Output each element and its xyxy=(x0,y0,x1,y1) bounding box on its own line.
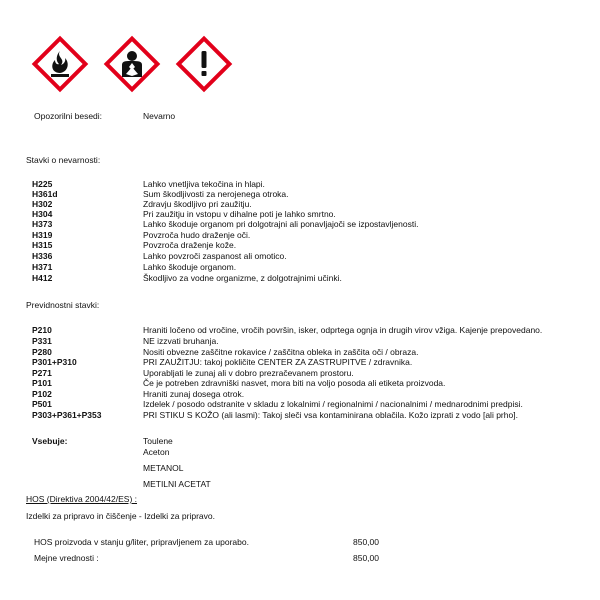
precaution-code: P331 xyxy=(32,336,52,346)
signal-word-label: Opozorilni besedi: xyxy=(34,111,103,121)
hazard-text: Sum škodljivosti za nerojenega otroka. xyxy=(143,189,289,199)
health-hazard-icon xyxy=(102,34,162,94)
hazard-code: H336 xyxy=(32,251,53,261)
hazard-text: Povzroča hudo draženje oči. xyxy=(143,230,251,240)
hazard-text: Pri zaužitju in vstopu v dihalne poti je lahko smrtno. xyxy=(143,209,336,219)
signal-word-value: Nevarno xyxy=(143,111,176,121)
hazard-text: Lahko škoduje organom. xyxy=(143,262,237,272)
hazard-text: Škodljivo za vodne organizme, z dolgotrajnimi učinki. xyxy=(143,273,342,283)
contains-label: Vsebuje: xyxy=(32,436,68,446)
hazard-text: Zdravju škodljivo pri zaužitju. xyxy=(143,199,252,209)
hazard-code: H412 xyxy=(32,273,53,283)
precaution-code: P301+P310 xyxy=(32,357,77,367)
hazard-text: Lahko povzroči zaspanost ali omotico. xyxy=(143,251,287,261)
hazard-heading: Stavki o nevarnosti: xyxy=(26,155,101,165)
flame-icon xyxy=(30,34,90,94)
precaution-heading: Previdnostni stavki: xyxy=(26,300,100,310)
exclamation-icon xyxy=(174,34,234,94)
precaution-text: Hraniti zunaj dosega otrok. xyxy=(143,389,245,399)
contains-item: METILNI ACETAT xyxy=(143,479,211,489)
hazard-code: H225 xyxy=(32,179,53,189)
contains-item: METANOL xyxy=(143,463,184,473)
precaution-text: Izdelek / posodo odstranite v skladu z lokalnimi / regionalnimi / nacionalnimi / mednarodnimi predpisi. xyxy=(143,399,523,409)
precaution-code: P303+P361+P353 xyxy=(32,410,102,420)
hazard-text: Povzroča draženje kože. xyxy=(143,240,237,250)
contains-item: Toulene xyxy=(143,436,173,446)
voc-heading: HOS (Direktiva 2004/42/ES) : xyxy=(26,494,138,504)
precaution-text: Hraniti ločeno od vročine, vročih površin, isker, odprtega ognja in drugih virov vžiga. Kajenje prepovedano. xyxy=(143,325,543,335)
precaution-code: P102 xyxy=(32,389,52,399)
voc-row-label: Mejne vrednosti : xyxy=(34,553,99,563)
hazard-code: H315 xyxy=(32,240,53,250)
hazard-code: H361d xyxy=(32,189,58,199)
voc-row-value: 850,00 xyxy=(353,537,379,547)
voc-row-value: 850,00 xyxy=(353,553,379,563)
precaution-code: P271 xyxy=(32,368,52,378)
precaution-text: PRI ZAUŽITJU: takoj pokličite CENTER ZA ZASTRUPITVE / zdravnika. xyxy=(143,357,413,367)
hazard-code: H302 xyxy=(32,199,53,209)
hazard-code: H319 xyxy=(32,230,53,240)
precaution-text: NE izzvati bruhanja. xyxy=(143,336,219,346)
precaution-text: Nositi obvezne zaščitne rokavice / zaščitna obleka in zaščita oči / obraza. xyxy=(143,347,419,357)
voc-subtitle: Izdelki za pripravo in čiščenje - Izdelki za pripravo. xyxy=(26,511,215,521)
hazard-text: Lahko škoduje organom pri dolgotrajni ali ponavljajoči se izpostavljenosti. xyxy=(143,219,419,229)
precaution-text: PRI STIKU S KOŽO (ali lasmi): Takoj sleči vsa kontaminirana oblačila. Kožo izprati z vodo [ali prho]. xyxy=(143,410,518,420)
hazard-code: H371 xyxy=(32,262,53,272)
precaution-code: P280 xyxy=(32,347,52,357)
precaution-code: P210 xyxy=(32,325,52,335)
precaution-text: Uporabljati le zunaj ali v dobro prezračevanem prostoru. xyxy=(143,368,354,378)
hazard-code: H373 xyxy=(32,219,53,229)
voc-row-label: HOS proizvoda v stanju g/liter, pripravljenem za uporabo. xyxy=(34,537,249,547)
hazard-code: H304 xyxy=(32,209,53,219)
ghs-pictograms xyxy=(30,34,234,94)
contains-item: Aceton xyxy=(143,447,170,457)
precaution-code: P101 xyxy=(32,378,52,388)
hazard-text: Lahko vnetljiva tekočina in hlapi. xyxy=(143,179,265,189)
precaution-text: Če je potreben zdravniški nasvet, mora biti na voljo posoda ali etiketa proizvoda. xyxy=(143,378,446,388)
precaution-code: P501 xyxy=(32,399,52,409)
